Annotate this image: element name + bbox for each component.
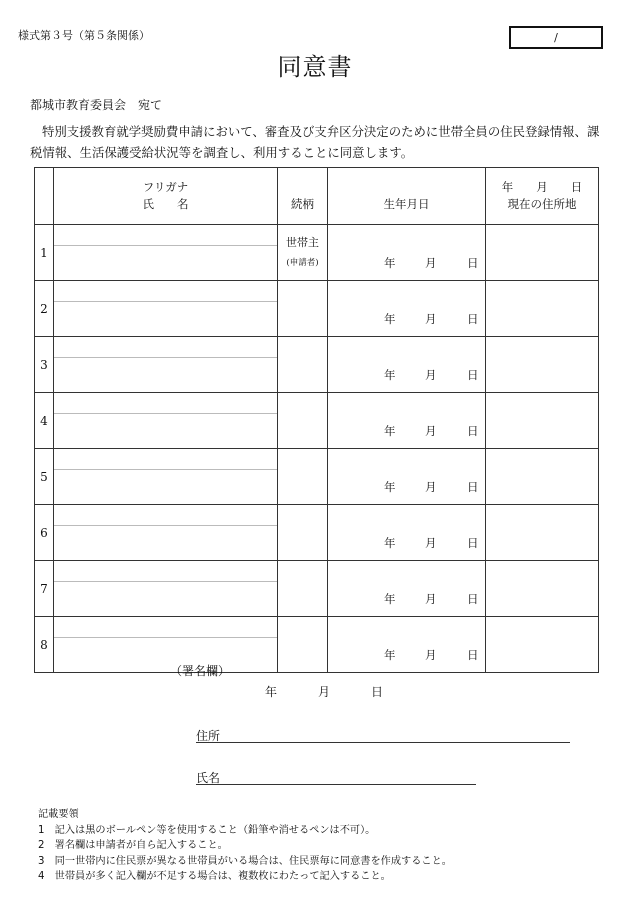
birth-month-label: 月 [425,424,437,438]
furigana-divider [54,413,277,414]
birthdate-cell[interactable] [328,561,486,617]
signature-address-label: 住所 [196,729,221,743]
relationship-cell[interactable] [278,449,328,505]
furigana-divider [54,469,277,470]
birth-month-label: 月 [425,536,437,550]
address-cell[interactable] [486,337,599,393]
name-input-cell[interactable] [54,505,278,561]
name-input-cell[interactable] [54,561,278,617]
signature-section-label: （署名欄） [170,664,231,678]
birth-day-label: 日 [467,592,479,606]
name-input-cell[interactable] [54,281,278,337]
instructions [38,807,452,885]
furigana-divider [54,301,277,302]
address-cell[interactable] [486,561,599,617]
birth-year-label: 年 [384,536,396,550]
birthdate-header: 生年月日 [328,168,486,225]
birth-day-label: 日 [467,312,479,326]
row-number: 4 [35,393,54,449]
birth-month-label: 月 [425,312,437,326]
address-cell[interactable] [486,393,599,449]
furigana-divider [54,245,277,246]
relationship-cell[interactable] [278,505,328,561]
birthdate-cell[interactable] [328,225,486,281]
consent-statement: 特別支援教育就学奨励費申請において、審査及び支弁区分決定のために世帯全員の住民登録情報、課税情報、生活保護受給状況等を調査し、利用することに同意します。 [30,124,600,160]
address-cell[interactable] [486,225,599,281]
birth-year-label: 年 [384,592,396,606]
table-row [35,281,599,337]
birth-day-label: 日 [467,424,479,438]
birth-month-label: 月 [425,648,437,662]
reference-number-box[interactable]: / [509,26,603,49]
address-cell[interactable] [486,505,599,561]
signature-day-label: 日 [371,685,384,699]
birth-month-label: 月 [425,480,437,494]
row-number: 7 [35,561,54,617]
row-number: 1 [35,225,54,281]
relationship-cell[interactable] [278,393,328,449]
instruction-item: 1 記入は黒のボールペン等を使用すること（鉛筆や消せるペンは不可）。 [38,824,376,836]
table-row [35,225,599,281]
document-title: 同意書 [277,53,353,81]
birth-month-label: 月 [425,368,437,382]
furigana-divider [54,357,277,358]
birth-month-label: 月 [425,592,437,606]
address-date-label: 年 月 日 [501,180,583,194]
instruction-item: 3 同一世帯内に住民票が異なる世帯員がいる場合は、住民票毎に同意書を作成すること。 [38,855,452,867]
table-row [35,505,599,561]
household-members-table [34,167,599,673]
relationship-cell[interactable] [278,337,328,393]
row-number: 2 [35,281,54,337]
birth-day-label: 日 [467,480,479,494]
name-input-cell[interactable] [54,617,278,673]
relationship-cell[interactable] [278,561,328,617]
name-header [54,168,278,225]
birth-year-label: 年 [384,648,396,662]
relationship-header: 続柄 [278,168,328,225]
relationship-cell[interactable] [278,281,328,337]
birthdate-cell[interactable] [328,393,486,449]
table-row [35,449,599,505]
address-header [486,168,599,225]
furigana-divider [54,637,277,638]
addressee: 都城市教育委員会 宛て [30,98,163,112]
birth-year-label: 年 [384,312,396,326]
table-row [35,561,599,617]
relationship-text: 世帯主 [286,235,319,249]
relationship-cell[interactable] [278,617,328,673]
birth-year-label: 年 [384,424,396,438]
signature-name-line[interactable] [196,784,476,785]
birth-year-label: 年 [384,480,396,494]
signature-name-label: 氏名 [196,771,221,785]
table-header-row [35,168,599,225]
address-cell[interactable] [486,281,599,337]
birth-day-label: 日 [467,368,479,382]
row-number: 5 [35,449,54,505]
instructions-title: 記載要領 [38,809,79,820]
row-number: 8 [35,617,54,673]
instruction-item: 4 世帯員が多く記入欄が不足する場合は、複数枚にわたって記入すること。 [38,871,391,883]
birthdate-cell[interactable] [328,281,486,337]
name-input-cell[interactable] [54,337,278,393]
address-header-label: 現在の住所地 [507,197,577,211]
table-row [35,393,599,449]
name-input-cell[interactable] [54,393,278,449]
name-input-cell[interactable] [54,449,278,505]
instruction-item: 2 署名欄は申請者が自ら記入すること。 [38,840,228,852]
name-header-label: 氏 名 [142,197,189,211]
birthdate-cell[interactable] [328,505,486,561]
furigana-header-label: フリガナ [142,180,189,194]
birth-month-label: 月 [425,256,437,270]
furigana-divider [54,525,277,526]
address-cell[interactable] [486,449,599,505]
row-number: 3 [35,337,54,393]
furigana-divider [54,581,277,582]
birth-day-label: 日 [467,256,479,270]
birth-day-label: 日 [467,536,479,550]
address-cell[interactable] [486,617,599,673]
relationship-note: (申請者) [286,257,319,268]
birthdate-cell[interactable] [328,449,486,505]
birth-year-label: 年 [384,256,396,270]
table-row [35,337,599,393]
signature-address-line[interactable] [196,742,570,743]
birthdate-cell[interactable] [328,617,486,673]
number-header [35,168,54,225]
birthdate-cell[interactable] [328,337,486,393]
row-number: 6 [35,505,54,561]
signature-month-label: 月 [318,685,331,699]
name-input-cell[interactable] [54,225,278,281]
form-number: 様式第３号（第５条関係） [18,29,150,42]
birth-day-label: 日 [467,648,479,662]
table-row [35,617,599,673]
relationship-cell[interactable] [278,225,328,281]
signature-year-label: 年 [265,685,278,699]
birth-year-label: 年 [384,368,396,382]
